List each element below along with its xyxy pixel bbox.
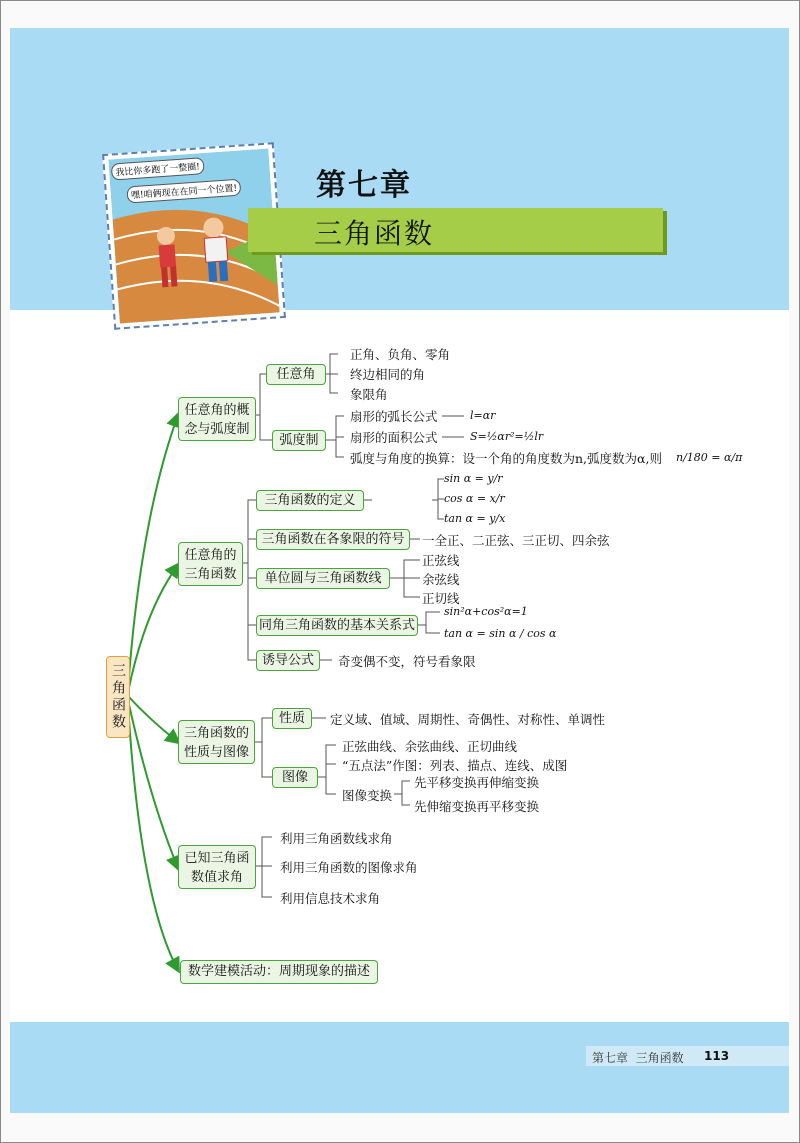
leaf-translate-first: 先平移变换再伸缩变换: [414, 775, 540, 790]
node-arbitrary-angle: 任意角: [266, 364, 326, 385]
leaf-properties-list: 定义域、值域、周期性、奇偶性、对称性、单调性: [330, 712, 606, 727]
branch-concept-radian: 任意角的概念与弧度制: [178, 397, 256, 441]
branch-properties-graphs: 三角函数的性质与图像: [178, 720, 255, 764]
node-properties: 性质: [272, 708, 312, 729]
leaf-conversion: 弧度与角度的换算：设一个角的角度数为n,弧度数为α,则: [350, 451, 662, 466]
leaf-curves: 正弦曲线、余弦曲线、正切曲线: [342, 739, 518, 754]
node-induction-formula: 诱导公式: [256, 650, 320, 671]
speech-bubble-1: 我比你多跑了一整圈!: [111, 157, 205, 180]
branch-find-angle: 已知三角函数值求角: [178, 845, 256, 889]
leaf-sector-area: 扇形的面积公式: [350, 430, 438, 445]
formula-arc-length: l=αr: [470, 409, 496, 422]
node-unit-circle: 单位圆与三角函数线: [256, 568, 390, 589]
mindmap-root: 三角函数: [106, 656, 130, 738]
formula-sin-def: sin α = y/r: [444, 472, 503, 485]
formula-sector-area: S=½αr²=½lr: [470, 430, 544, 443]
leaf-quadrant-angle: 象限角: [350, 387, 388, 402]
node-quadrant-signs: 三角函数在各象限的符号: [256, 529, 410, 550]
node-graphs: 图像: [272, 767, 318, 788]
formula-cos-def: cos α = x/r: [444, 492, 505, 505]
leaf-arc-length: 扇形的弧长公式: [350, 409, 438, 424]
leaf-angle-types: 正角、负角、零角: [350, 347, 451, 362]
footer-chapter-number: 第七章: [592, 1051, 629, 1065]
leaf-sine-line: 正弦线: [422, 553, 460, 568]
footer-chapter-title: 三角函数: [635, 1051, 684, 1065]
node-radian: 弧度制: [272, 430, 326, 451]
speech-bubble-2: 嘿!咱俩现在在同一个位置!: [126, 179, 241, 204]
node-definition: 三角函数的定义: [256, 490, 364, 511]
leaf-by-technology: 利用信息技术求角: [280, 891, 381, 906]
leaf-sign-rule: 一全正、二正弦、三正切、四余弦: [422, 533, 610, 548]
page-number: 113: [704, 1049, 730, 1063]
node-basic-identities: 同角三角函数的基本关系式: [256, 615, 418, 636]
leaf-coterminal: 终边相同的角: [350, 367, 426, 382]
formula-tan-ratio: tan α = sin α / cos α: [444, 627, 557, 640]
branch-modeling: 数学建模活动：周期现象的描述: [180, 960, 378, 984]
footer-chapter: [592, 1049, 684, 1066]
formula-tan-def: tan α = y/x: [444, 512, 506, 525]
leaf-by-graphs: 利用三角函数的图像求角: [280, 860, 418, 875]
chapter-title: 三角函数: [314, 217, 435, 250]
leaf-tangent-line: 正切线: [422, 591, 460, 606]
leaf-by-lines: 利用三角函数线求角: [280, 831, 393, 846]
formula-conversion: n/180 = α/π: [676, 451, 743, 464]
formula-pythagorean: sin²α+cos²α=1: [444, 605, 528, 618]
leaf-five-point: “五点法”作图：列表、描点、连线、成图: [342, 758, 568, 773]
branch-trig-functions: 任意角的三角函数: [178, 542, 243, 586]
leaf-stretch-first: 先伸缩变换再平移变换: [414, 799, 540, 814]
leaf-induction-rule: 奇变偶不变，符号看象限: [338, 654, 476, 669]
node-transform: 图像变换: [342, 788, 393, 803]
chapter-number: 第七章: [316, 168, 412, 203]
leaf-cosine-line: 余弦线: [422, 572, 460, 587]
